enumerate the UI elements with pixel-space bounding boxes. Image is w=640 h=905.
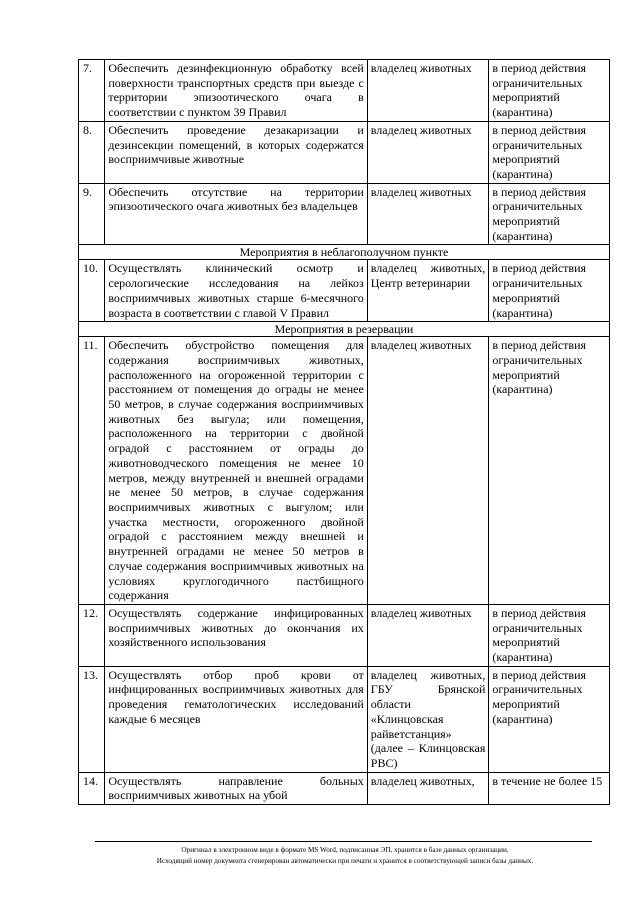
row-action: Обеспечить отсутствие на территории эпизоотического очага животных без владельцев — [105, 183, 367, 245]
row-action: Обеспечить проведение дезакаризации и дезинсекции помещений, в которых содержатся восприимчивые животные — [105, 121, 367, 183]
row-term: в период действия ограничительных мероприятий (карантина) — [489, 60, 610, 122]
row-action: Осуществлять отбор проб крови от инфицированных восприимчивых животных для проведения гематологических исследований каждые 6 месяцев — [105, 666, 367, 772]
row-term: в период действия ограничительных мероприятий (карантина) — [489, 604, 610, 666]
row-term: в период действия ограничительных мероприятий (карантина) — [489, 666, 610, 772]
row-number: 11. — [79, 337, 105, 605]
row-term: в период действия ограничительных мероприятий (карантина) — [489, 260, 610, 322]
row-responsible: владелец животных — [367, 337, 489, 605]
table-row — [79, 337, 610, 605]
row-responsible: владелец животных, — [367, 772, 489, 804]
table-row — [79, 666, 610, 772]
row-term: в период действия ограничительных мероприятий (карантина) — [489, 337, 610, 605]
table-row — [79, 604, 610, 666]
row-action: Обеспечить обустройство помещения для содержания восприимчивых животных, расположенного на огороженной территории с расстоянием от помещения до ограды не менее 50 метров, в случае содержания восприимчивых животных без выгула; или помещения, расположенного на территории с двойной оградой с расстоянием от ограды до животноводческого помещения не менее 10 метров, между внутренней и внешней оградами не менее 50 метров, в случае содержания восприимчивых животных с выгулом; или участка местности, огороженного двойной оградой с расстоянием между внешней и внутренней оградами не менее 50 метров в случае содержания восприимчивых животных на условиях круглогодичного пастбищного содержания — [105, 337, 367, 605]
row-responsible: владелец животных — [367, 604, 489, 666]
row-number: 10. — [79, 260, 105, 322]
table-row — [79, 121, 610, 183]
row-responsible: владелец животных — [367, 183, 489, 245]
footer-note-number: Исходящий номер документа сгенерирован автоматически при печати и хранится в соответствующей записи базы данных. — [156, 857, 534, 865]
table-row — [79, 772, 610, 804]
section-heading: Мероприятия в неблагополучном пункте — [79, 245, 610, 260]
row-responsible: владелец животных, ГБУ Брянской области «Клинцовская райветстанция» (далее – Клинцовская РВС) — [367, 666, 489, 772]
row-term: в период действия ограничительных мероприятий (карантина) — [489, 121, 610, 183]
section-row — [79, 245, 610, 260]
table-row — [79, 60, 610, 122]
table-row — [79, 260, 610, 322]
table-row — [79, 183, 610, 245]
row-number: 9. — [79, 183, 105, 245]
row-number: 13. — [79, 666, 105, 772]
measures-table — [78, 59, 610, 805]
row-responsible: владелец животных, Центр ветеринарии — [367, 260, 489, 322]
row-number: 8. — [79, 121, 105, 183]
row-term: в период действия ограничительных мероприятий (карантина) — [489, 183, 610, 245]
row-responsible: владелец животных — [367, 121, 489, 183]
row-number: 12. — [79, 604, 105, 666]
row-term: в течение не более 15 — [489, 772, 610, 804]
section-row — [79, 322, 610, 337]
row-number: 7. — [79, 60, 105, 122]
row-action: Осуществлять клинический осмотр и серологические исследования на лейкоз восприимчивых животных старше 6-месячного возраста в соответствии с главой V Правил — [105, 260, 367, 322]
row-action: Осуществлять содержание инфицированных восприимчивых животных до окончания их хозяйственного использования — [105, 604, 367, 666]
row-number: 14. — [79, 772, 105, 804]
footer-divider — [95, 841, 592, 842]
row-action: Осуществлять направление больных восприимчивых животных на убой — [105, 772, 367, 804]
row-responsible: владелец животных — [367, 60, 489, 122]
section-heading: Мероприятия в резервации — [79, 322, 610, 337]
footer-note-original: Оригинал в электронном виде в формате MS Word, подписанная ЭП, хранится в базе данных организации. — [181, 846, 509, 854]
row-action: Обеспечить дезинфекционную обработку всей поверхности транспортных средств при выезде с территории эпизоотического очага в соответствии с пунктом 39 Правил — [105, 60, 367, 122]
